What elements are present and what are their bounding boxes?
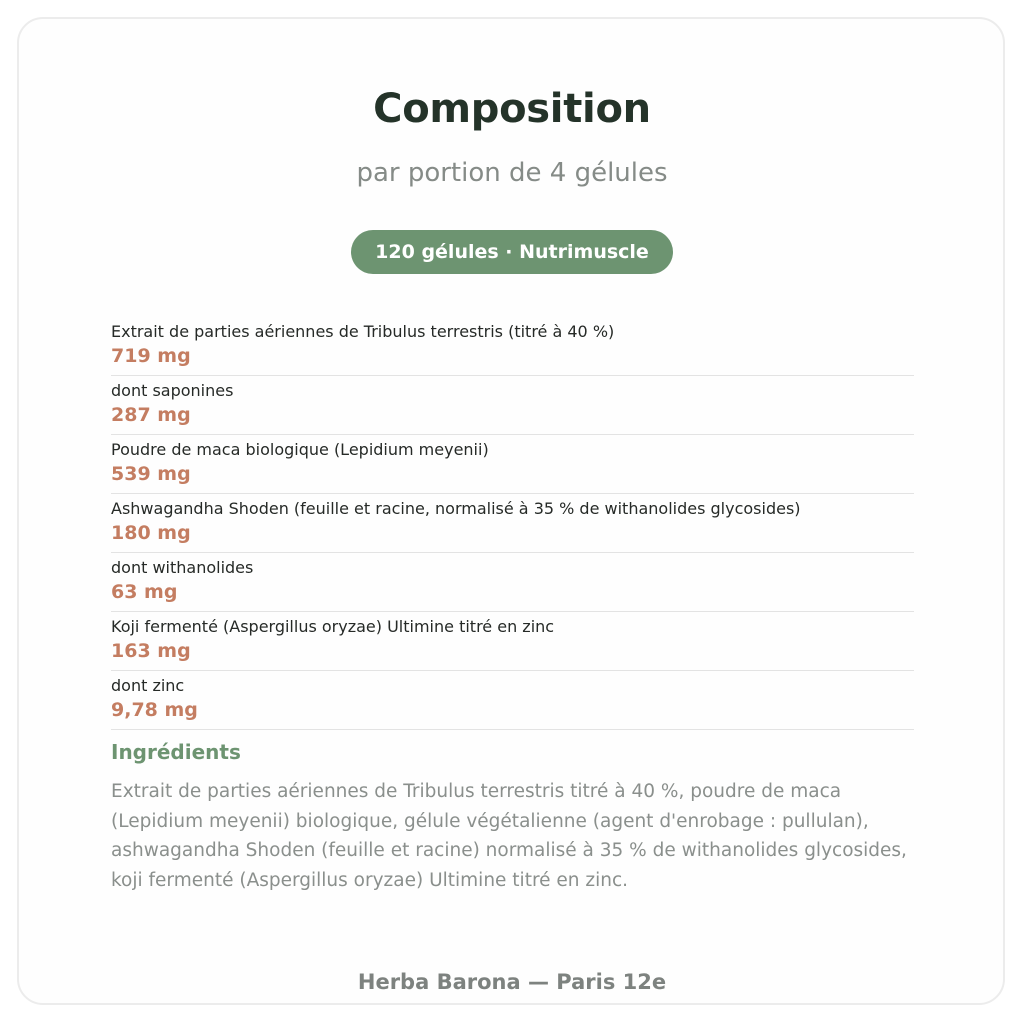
ingredients-heading: Ingrédients — [111, 740, 241, 764]
composition-row — [111, 377, 914, 435]
ingredient-amount: 539 mg — [111, 463, 191, 485]
ingredient-label: dont zinc — [111, 676, 185, 695]
composition-row — [111, 495, 914, 553]
page-subtitle: par portion de 4 gélules — [356, 158, 668, 188]
ingredient-amount: 719 mg — [111, 345, 191, 367]
ingredients-text: Extrait de parties aériennes de Tribulus terrestris titré à 40 %, poudre de maca (Lepidium meyenii) biologique, gélule végétalienne (agent d'enrobage : pullulan), ashwagandha Shoden (feuille et racine) normalisé à 35 % de withanolides glycosides, koji fermenté (Aspergillus oryzae) Ultimine titré en zinc. — [111, 781, 907, 891]
composition-row — [111, 613, 914, 671]
ingredient-label: dont withanolides — [111, 558, 254, 577]
ingredient-label: dont saponines — [111, 381, 234, 400]
composition-row — [111, 554, 914, 612]
ingredient-label: Ashwagandha Shoden (feuille et racine, normalisé à 35 % de withanolides glycosides) — [111, 499, 801, 518]
composition-row — [111, 436, 914, 494]
ingredient-amount: 63 mg — [111, 581, 178, 603]
page-title: Composition — [373, 86, 651, 132]
ingredient-amount: 180 mg — [111, 522, 191, 544]
ingredient-amount: 9,78 mg — [111, 699, 198, 721]
badge-container — [0, 230, 1024, 274]
composition-row — [111, 318, 914, 376]
product-badge: 120 gélules · Nutrimuscle — [351, 230, 673, 274]
ingredient-label: Poudre de maca biologique (Lepidium meyenii) — [111, 440, 489, 459]
ingredient-amount: 163 mg — [111, 640, 191, 662]
ingredient-amount: 287 mg — [111, 404, 191, 426]
composition-row — [111, 672, 914, 730]
ingredient-label: Koji fermenté (Aspergillus oryzae) Ultimine titré en zinc — [111, 617, 555, 636]
ingredient-label: Extrait de parties aériennes de Tribulus terrestris (titré à 40 %) — [111, 322, 615, 341]
footer-store-name: Herba Barona — Paris 12e — [357, 970, 667, 994]
composition-list — [111, 318, 914, 731]
